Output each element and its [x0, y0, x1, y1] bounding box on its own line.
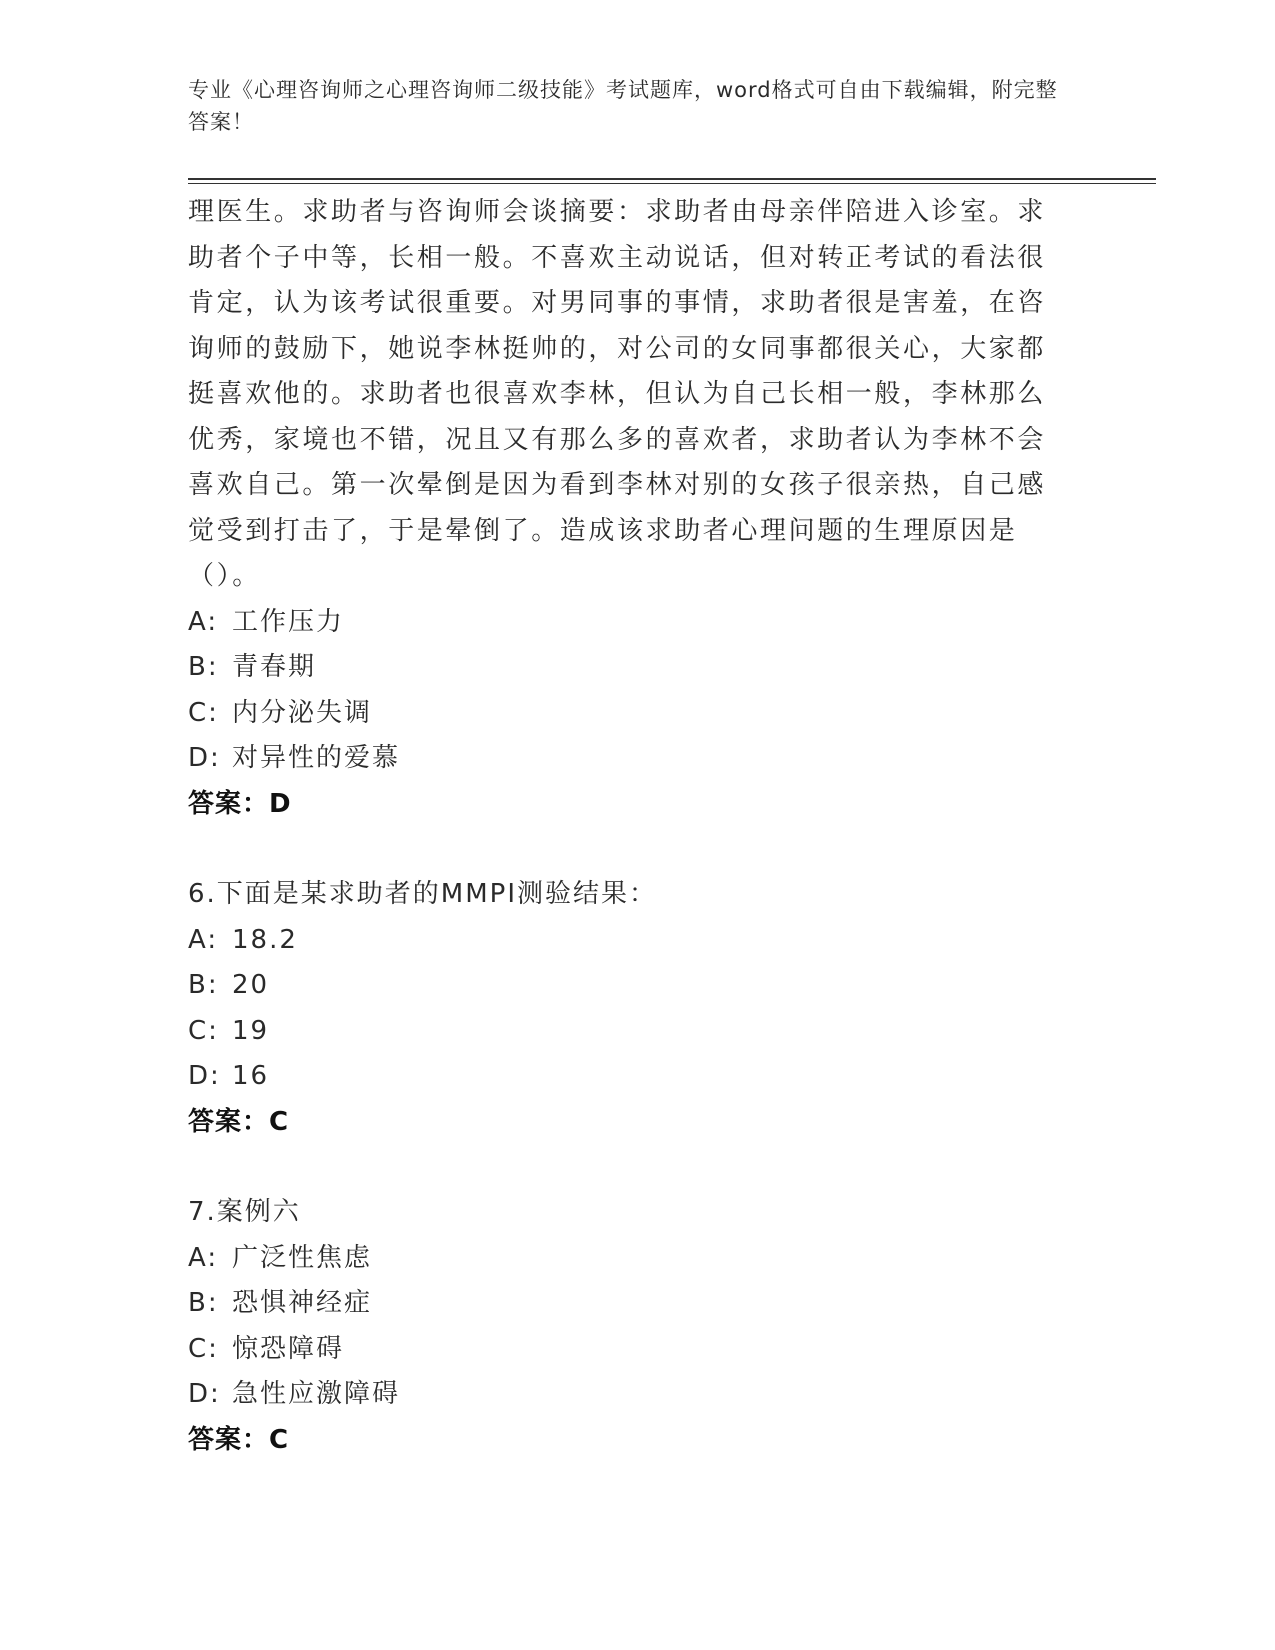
answer-line: 答案：D — [188, 788, 292, 819]
question-title: 6.下面是某求助者的MMPI测验结果： — [188, 879, 658, 909]
option-text: 对异性的爱慕 — [232, 743, 401, 773]
option-text: 青春期 — [232, 652, 317, 682]
option-key: A: — [188, 606, 219, 637]
answer-line: 答案：C — [188, 1106, 290, 1137]
spacer — [188, 827, 1068, 872]
question-6 — [188, 872, 1068, 1145]
option-text: 急性应激障碍 — [232, 1379, 401, 1409]
option-a — [188, 918, 1068, 964]
option-b — [188, 645, 1068, 691]
option-c — [188, 691, 1068, 737]
header-rule-thin — [188, 183, 1156, 184]
option-text: 内分泌失调 — [232, 697, 373, 728]
option-text: 18.2 — [232, 924, 298, 955]
option-key: A: — [188, 924, 219, 955]
option-text: 广泛性焦虑 — [232, 1242, 373, 1273]
option-b — [188, 1281, 1068, 1327]
option-text: 恐惧神经症 — [232, 1288, 373, 1318]
option-c — [188, 1009, 1068, 1055]
question-stem: 理医生。求助者与咨询师会谈摘要：求助者由母亲伴陪进入诊室。求助者个子中等，长相一般。不喜欢主动说话，但对转正考试的看法很肯定，认为该考试很重要。对男同事的事情，求助者很是害羞，在咨询师的鼓励下，她说李林挺帅的，对公司的女同事都很关心，大家都挺喜欢他的。求助者也很喜欢李林，但认为自己长相一般，李林那么优秀，家境也不错，况且又有那么多的喜欢者，求助者认为李林不会喜欢自己。第一次晕倒是因为看到李林对别的女孩子很亲热，自己感觉受到打击了，于是晕倒了。造成该求助者心理问题的生理原因是（）。 — [188, 197, 1047, 591]
option-key: D: — [188, 743, 221, 773]
document-header: 专业《心理咨询师之心理咨询师二级技能》考试题库，word格式可自由下载编辑，附完整答案！ — [188, 78, 1058, 134]
question-5 — [188, 190, 1068, 827]
option-d — [188, 736, 1068, 782]
option-text: 16 — [232, 1061, 270, 1091]
option-d — [188, 1054, 1068, 1100]
option-text: 20 — [232, 970, 270, 1000]
option-key: C: — [188, 1333, 219, 1364]
header-rule-thick — [188, 178, 1156, 180]
option-key: A: — [188, 1242, 219, 1273]
option-text: 惊恐障碍 — [232, 1333, 345, 1364]
option-c — [188, 1327, 1068, 1373]
option-b — [188, 963, 1068, 1009]
option-a — [188, 1236, 1068, 1282]
option-key: B: — [188, 970, 219, 1000]
option-text: 19 — [232, 1015, 270, 1046]
document-body — [188, 190, 1068, 1463]
option-text: 工作压力 — [232, 606, 345, 637]
option-key: B: — [188, 652, 219, 682]
question-title: 7.案例六 — [188, 1197, 301, 1227]
option-key: B: — [188, 1288, 219, 1318]
question-7 — [188, 1190, 1068, 1463]
spacer — [188, 1145, 1068, 1190]
option-key: D: — [188, 1061, 221, 1091]
option-key: D: — [188, 1379, 221, 1409]
option-d — [188, 1372, 1068, 1418]
option-key: C: — [188, 1015, 219, 1046]
option-key: C: — [188, 697, 219, 728]
option-a — [188, 600, 1068, 646]
answer-line: 答案：C — [188, 1424, 290, 1455]
